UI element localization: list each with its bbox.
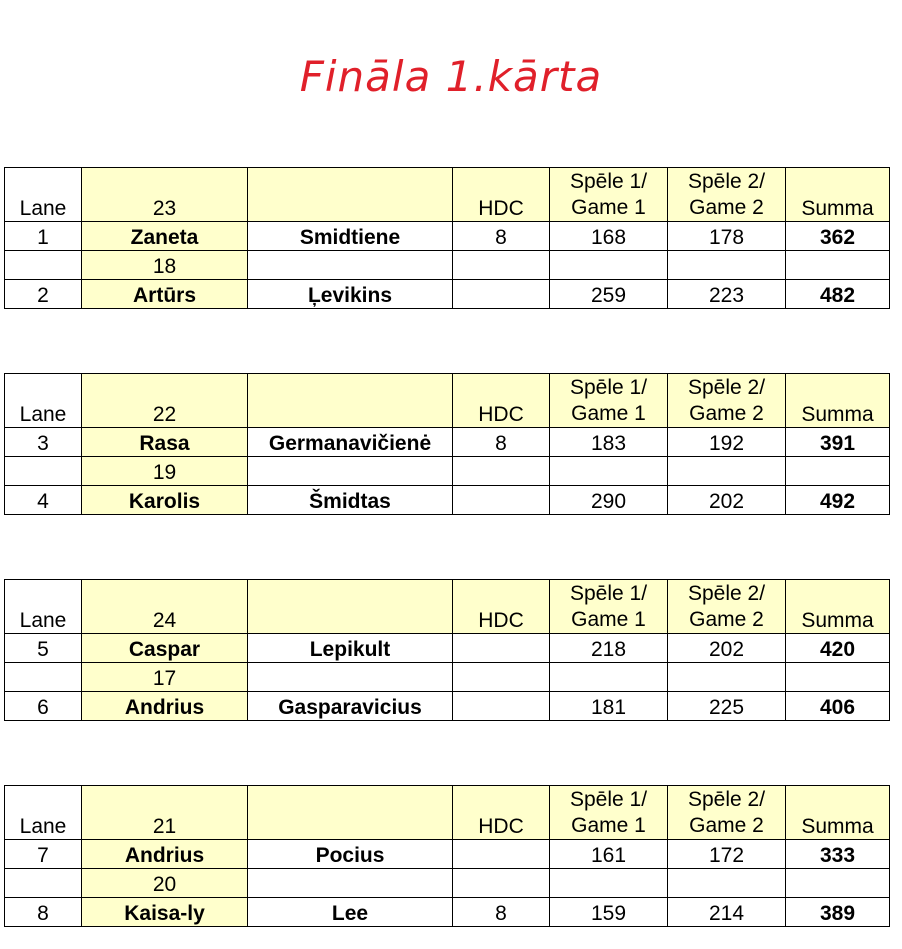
first-name: Caspar — [82, 634, 248, 663]
lane-header: Lane — [5, 786, 82, 840]
game2-header-line1: Spēle 2/ — [687, 788, 766, 811]
lane-number: 6 — [5, 692, 82, 721]
hdc-value — [453, 634, 550, 663]
first-name: Zaneta — [82, 222, 248, 251]
game2-header — [668, 168, 786, 222]
game2-header — [668, 786, 786, 840]
lane-number: 8 — [5, 898, 82, 927]
game2-header-line2: Game 2 — [689, 402, 764, 425]
empty-cell — [5, 869, 82, 898]
game2-header-line2: Game 2 — [689, 814, 764, 837]
empty-cell — [5, 251, 82, 280]
group-number-top: 24 — [82, 580, 248, 634]
empty-cell — [453, 457, 550, 486]
game2-header — [668, 580, 786, 634]
match-table — [4, 167, 890, 309]
game1-score: 161 — [550, 840, 668, 869]
player-row — [5, 840, 890, 869]
spacer-row — [5, 251, 890, 280]
summa-score: 362 — [786, 222, 890, 251]
empty-header-cell — [248, 374, 453, 428]
first-name: Karolis — [82, 486, 248, 515]
last-name: Ļevikins — [248, 280, 453, 309]
game2-score: 172 — [668, 840, 786, 869]
hdc-value: 8 — [453, 898, 550, 927]
summa-score: 406 — [786, 692, 890, 721]
game2-header-line2: Game 2 — [689, 608, 764, 631]
first-name: Artūrs — [82, 280, 248, 309]
header-row — [5, 580, 890, 634]
summa-score: 420 — [786, 634, 890, 663]
game1-score: 218 — [550, 634, 668, 663]
hdc-value — [453, 840, 550, 869]
empty-cell — [5, 457, 82, 486]
game1-header-line2: Game 1 — [571, 814, 646, 837]
game2-score: 202 — [668, 634, 786, 663]
empty-cell — [668, 251, 786, 280]
match-table — [4, 579, 890, 721]
empty-cell — [248, 869, 453, 898]
game1-header-line2: Game 1 — [571, 608, 646, 631]
empty-cell — [5, 663, 82, 692]
empty-cell — [550, 457, 668, 486]
player-row — [5, 486, 890, 515]
lane-number: 3 — [5, 428, 82, 457]
empty-cell — [248, 663, 453, 692]
hdc-header: HDC — [453, 786, 550, 840]
player-row — [5, 634, 890, 663]
summa-score: 482 — [786, 280, 890, 309]
game2-header-line1: Spēle 2/ — [687, 170, 766, 193]
empty-cell — [550, 663, 668, 692]
spacer-row — [5, 869, 890, 898]
group-number-top: 23 — [82, 168, 248, 222]
game1-header-line1: Spēle 1/ — [569, 170, 648, 193]
first-name: Andrius — [82, 692, 248, 721]
game1-header-line2: Game 1 — [571, 196, 646, 219]
game2-score: 202 — [668, 486, 786, 515]
summa-header: Summa — [786, 786, 890, 840]
group-number-mid: 18 — [82, 251, 248, 280]
game2-score: 214 — [668, 898, 786, 927]
empty-header-cell — [248, 580, 453, 634]
match-table — [4, 785, 890, 927]
spacer-row — [5, 663, 890, 692]
first-name: Kaisa-ly — [82, 898, 248, 927]
empty-header-cell — [248, 168, 453, 222]
player-row — [5, 280, 890, 309]
lane-number: 1 — [5, 222, 82, 251]
last-name: Pocius — [248, 840, 453, 869]
summa-score: 389 — [786, 898, 890, 927]
game1-score: 168 — [550, 222, 668, 251]
empty-cell — [668, 663, 786, 692]
empty-cell — [453, 869, 550, 898]
summa-header: Summa — [786, 374, 890, 428]
last-name: Lepikult — [248, 634, 453, 663]
empty-cell — [453, 251, 550, 280]
empty-cell — [786, 869, 890, 898]
game1-header — [550, 580, 668, 634]
hdc-header: HDC — [453, 374, 550, 428]
lane-header: Lane — [5, 374, 82, 428]
game1-header — [550, 786, 668, 840]
hdc-value: 8 — [453, 428, 550, 457]
game2-score: 223 — [668, 280, 786, 309]
group-number-top: 22 — [82, 374, 248, 428]
lane-number: 7 — [5, 840, 82, 869]
header-row — [5, 786, 890, 840]
player-row — [5, 898, 890, 927]
last-name: Smidtiene — [248, 222, 453, 251]
game2-header-line2: Game 2 — [689, 196, 764, 219]
empty-header-cell — [248, 786, 453, 840]
game2-header-line1: Spēle 2/ — [687, 376, 766, 399]
game1-header — [550, 374, 668, 428]
header-row — [5, 168, 890, 222]
game1-header-line1: Spēle 1/ — [569, 788, 648, 811]
first-name: Andrius — [82, 840, 248, 869]
first-name: Rasa — [82, 428, 248, 457]
lane-header: Lane — [5, 580, 82, 634]
player-row — [5, 222, 890, 251]
game1-score: 183 — [550, 428, 668, 457]
empty-cell — [668, 869, 786, 898]
empty-cell — [786, 251, 890, 280]
player-row — [5, 692, 890, 721]
summa-header: Summa — [786, 168, 890, 222]
empty-cell — [668, 457, 786, 486]
header-row — [5, 374, 890, 428]
lane-header: Lane — [5, 168, 82, 222]
empty-cell — [248, 457, 453, 486]
empty-cell — [550, 251, 668, 280]
hdc-header: HDC — [453, 580, 550, 634]
spacer-row — [5, 457, 890, 486]
game1-score: 159 — [550, 898, 668, 927]
hdc-value: 8 — [453, 222, 550, 251]
page-title: Fināla 1.kārta — [299, 52, 603, 101]
last-name: Germanavičienė — [248, 428, 453, 457]
last-name: Gasparavicius — [248, 692, 453, 721]
hdc-value — [453, 486, 550, 515]
hdc-value — [453, 280, 550, 309]
lane-number: 5 — [5, 634, 82, 663]
summa-header: Summa — [786, 580, 890, 634]
game2-header — [668, 374, 786, 428]
game1-score: 290 — [550, 486, 668, 515]
summa-score: 391 — [786, 428, 890, 457]
game1-header-line1: Spēle 1/ — [569, 376, 648, 399]
game2-header-line1: Spēle 2/ — [687, 582, 766, 605]
game1-header — [550, 168, 668, 222]
game1-score: 259 — [550, 280, 668, 309]
game2-score: 225 — [668, 692, 786, 721]
empty-cell — [248, 251, 453, 280]
empty-cell — [786, 457, 890, 486]
hdc-header: HDC — [453, 168, 550, 222]
last-name: Lee — [248, 898, 453, 927]
game2-score: 192 — [668, 428, 786, 457]
empty-cell — [453, 663, 550, 692]
summa-score: 333 — [786, 840, 890, 869]
game1-header-line2: Game 1 — [571, 402, 646, 425]
player-row — [5, 428, 890, 457]
hdc-value — [453, 692, 550, 721]
group-number-mid: 20 — [82, 869, 248, 898]
group-number-top: 21 — [82, 786, 248, 840]
game2-score: 178 — [668, 222, 786, 251]
empty-cell — [550, 869, 668, 898]
game1-header-line1: Spēle 1/ — [569, 582, 648, 605]
lane-number: 2 — [5, 280, 82, 309]
group-number-mid: 17 — [82, 663, 248, 692]
lane-number: 4 — [5, 486, 82, 515]
game1-score: 181 — [550, 692, 668, 721]
last-name: Šmidtas — [248, 486, 453, 515]
summa-score: 492 — [786, 486, 890, 515]
empty-cell — [786, 663, 890, 692]
group-number-mid: 19 — [82, 457, 248, 486]
match-table — [4, 373, 890, 515]
